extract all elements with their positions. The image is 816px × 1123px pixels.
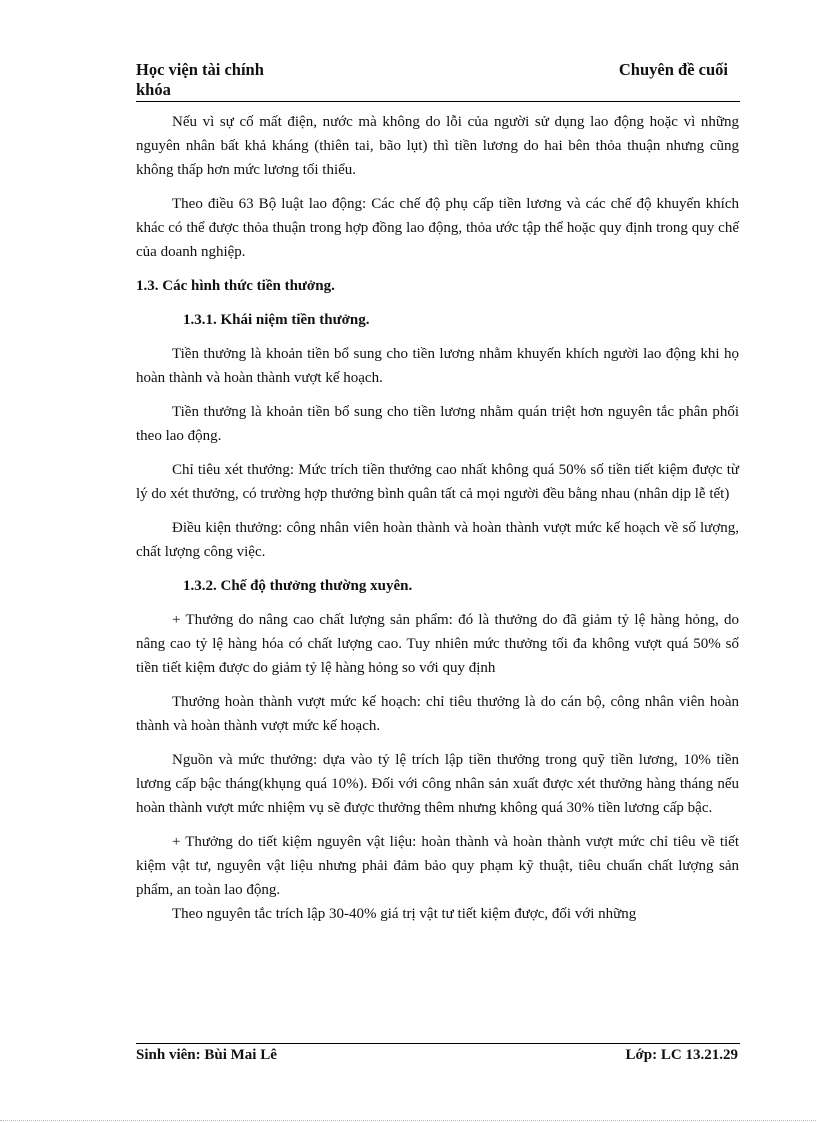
paragraph-bonus-definition-2: Tiền thưởng là khoản tiền bổ sung cho tiền lương nhằm quán triệt hơn nguyên tắc phân phối theo lao động.	[136, 404, 739, 444]
heading-1-3-1: 1.3.1. Khái niệm tiền thưởng.	[183, 312, 370, 328]
header-institution	[136, 60, 264, 100]
header-institution-line1: Học viện tài chính	[136, 60, 264, 79]
paragraph-power-outage: Nếu vì sự cố mất điện, nước mà không do lỗi của người sử dụng lao động hoặc vì những nguyên nhân bất khả kháng (thiên tai, bão lụt) thì tiền lương do hai bên thỏa thuận nhưng cũng không thấp hơn mức lương tối thiểu.	[136, 114, 739, 178]
paragraph-bonus-source: Nguồn và mức thưởng: dựa vào tỷ lệ trích lập tiền thưởng trong quỹ tiền lương, 10% tiền lương cấp bậc tháng(khụng quá 10%). Đối với công nhân sản xuất được xét thưởng hàng tháng nếu hoàn thành vượt mức nhiệm vụ sẽ được thưởng thêm nhưng không quá 30% tiền lương cấp bậc.	[136, 752, 739, 816]
paragraph-article-63: Theo điều 63 Bộ luật lao động: Các chế độ phụ cấp tiền lương và các chế độ khuyến khích khác có thể được thỏa thuận trong hợp đồng lao động, thỏa ước tập thể hoặc quy định trong quy chế của doanh nghiệp.	[136, 196, 739, 260]
document-body	[136, 110, 739, 926]
footer-class: Lớp: LC 13.21.29	[625, 1047, 738, 1063]
page-break-line	[0, 1120, 816, 1121]
footer-divider	[136, 1043, 740, 1044]
header-title: Chuyên đề cuối	[618, 60, 728, 79]
paragraph-bonus-conditions: Điều kiện thưởng: công nhân viên hoàn thành và hoàn thành vượt mức kế hoạch về số lượng, chất lượng công việc.	[136, 520, 739, 560]
paragraph-bonus-criteria: Chỉ tiêu xét thưởng: Mức trích tiền thưởng cao nhất không quá 50% số tiền tiết kiệm được từ lý do xét thưởng, có trường hợp thưởng bình quân tất cả mọi người đều bằng nhau (nhân dịp lễ tết)	[136, 462, 739, 502]
paragraph-allocation-rule: Theo nguyên tắc trích lập 30-40% giá trị vật tư tiết kiệm được, đối với những	[172, 906, 637, 922]
heading-1-3: 1.3. Các hình thức tiền thưởng.	[136, 278, 335, 294]
paragraph-bonus-definition-1: Tiền thưởng là khoản tiền bổ sung cho tiền lương nhằm khuyến khích người lao động khi họ hoàn thành và hoàn thành vượt kế hoạch.	[136, 346, 739, 386]
paragraph-plan-bonus: Thưởng hoàn thành vượt mức kế hoạch: chỉ tiêu thưởng là do cán bộ, công nhân viên hoàn thành và hoàn thành vượt mức kế hoạch.	[136, 694, 739, 734]
footer-student: Sinh viên: Bùi Mai Lê	[136, 1047, 277, 1063]
heading-1-3-2: 1.3.2. Chế độ thưởng thường xuyên.	[183, 578, 413, 594]
paragraph-quality-bonus: + Thưởng do nâng cao chất lượng sản phẩm: đó là thưởng do đã giảm tỷ lệ hàng hỏng, do nâng cao tỷ lệ hàng hóa có chất lượng cao. Tuy nhiên mức thưởng tối đa không vượt quá 50% số tiền tiết kiệm được do giảm tỷ lệ hàng hỏng so với quy định	[136, 612, 739, 676]
header-institution-line2: khóa	[136, 80, 171, 99]
header-divider	[136, 101, 740, 102]
paragraph-material-saving-bonus: + Thưởng do tiết kiệm nguyên vật liệu: hoàn thành và hoàn thành vượt mức chỉ tiêu về tiết kiệm vật tư, nguyên vật liệu nhưng phải đảm bảo quy phạm kỹ thuật, tiêu chuẩn chất lượng sản phẩm, an toàn lao động.	[136, 834, 739, 898]
